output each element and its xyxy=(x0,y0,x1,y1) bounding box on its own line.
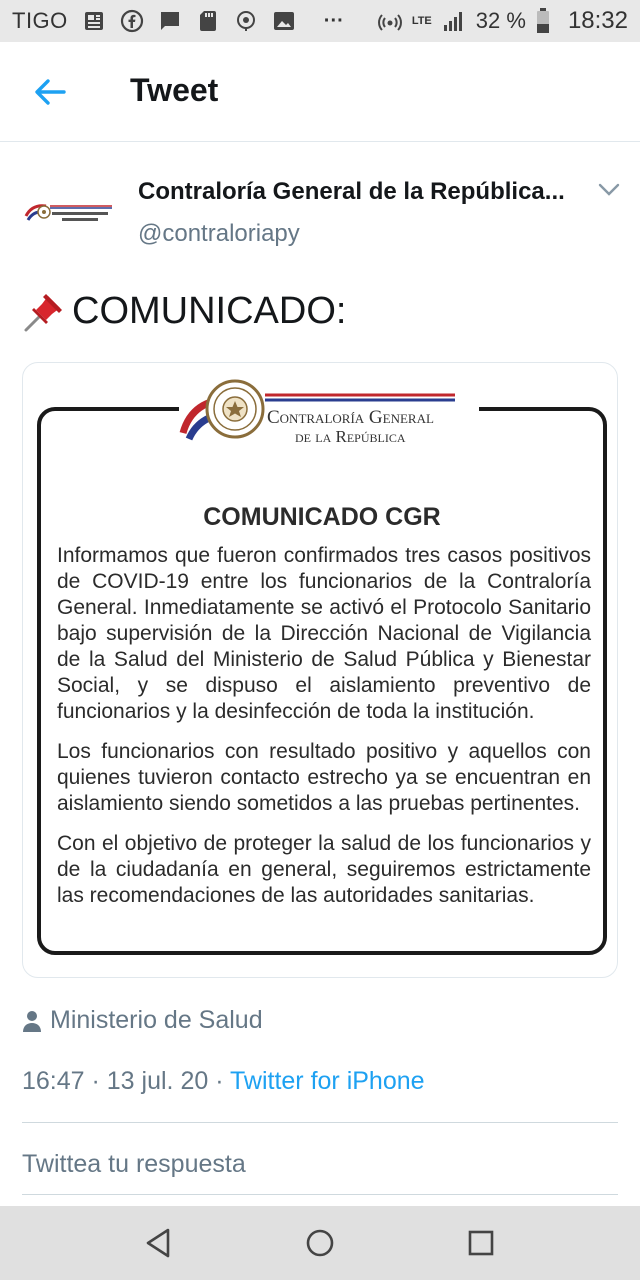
author-name[interactable]: Contraloría General de la República... xyxy=(138,178,565,205)
logo-text-line1: Contraloría General xyxy=(267,407,434,428)
image-icon xyxy=(272,9,296,33)
system-nav-bar xyxy=(0,1206,640,1280)
tweet-location[interactable] xyxy=(22,1006,263,1035)
clock: 18:32 xyxy=(567,7,628,34)
carrier-label: TIGO xyxy=(12,8,68,33)
battery-percent: 32 % xyxy=(475,8,526,33)
notice-paragraph: Con el objetivo de proteger la salud de los funcionarios y de la ciudadanía en general, seguiremos estrictamente las recomendaciones de las autoridades sanitarias. xyxy=(57,832,591,907)
tweet-timestamp: 16:47 · 13 jul. 20 · Twitter for iPhone xyxy=(22,1067,425,1095)
reply-input[interactable]: Twittea tu respuesta xyxy=(22,1150,246,1178)
tweet-text-content: COMUNICADO: xyxy=(72,289,347,332)
battery-icon xyxy=(536,8,550,34)
tweet-media-image[interactable] xyxy=(22,362,618,978)
network-type-label: LTE xyxy=(411,14,432,27)
tweet-source-link[interactable]: Twitter for iPhone xyxy=(230,1067,425,1095)
news-icon xyxy=(82,9,106,33)
pushpin-icon xyxy=(22,288,68,334)
cgr-logo xyxy=(179,373,469,453)
author-handle[interactable]: @contraloriapy xyxy=(138,220,300,247)
facebook-icon xyxy=(120,9,144,33)
chevron-down-icon[interactable] xyxy=(598,182,620,198)
tweet-author xyxy=(0,160,640,270)
tweet-text xyxy=(22,288,346,334)
home-circle-icon[interactable] xyxy=(303,1226,337,1260)
recents-square-icon[interactable] xyxy=(464,1226,498,1260)
tweet-date: 13 jul. 20 xyxy=(106,1067,209,1095)
tweet-time: 16:47 xyxy=(22,1067,85,1095)
message-icon xyxy=(158,9,182,33)
back-triangle-icon[interactable] xyxy=(142,1226,176,1260)
more-notifications-icon: ··· xyxy=(323,9,344,32)
notice-frame xyxy=(37,407,607,955)
avatar[interactable] xyxy=(22,194,118,234)
wifi-hotspot-icon xyxy=(378,9,402,33)
status-bar xyxy=(0,0,640,42)
notice-paragraph: Informamos que fueron confirmados tres casos positivos de COVID-19 entre los funcionarios de la Contraloría General. Inmediatamente se activó el Protocolo Sanitario bajo supervisión de la Dirección Nacional de Vigilancia de la Salud del Ministerio de Salud Pública y Bienestar Social, y se dispuso el aislamiento preventivo de funcionarios y la desinfección de toda la institución. xyxy=(57,544,591,723)
sd-card-icon xyxy=(196,9,220,33)
divider xyxy=(22,1122,618,1123)
logo-text-line2: de la República xyxy=(295,427,406,446)
page-title: Tweet xyxy=(130,72,219,108)
notice-title: COMUNICADO CGR xyxy=(203,503,441,531)
notice-paragraph: Los funcionarios con resultado positivo y aquellos con quienes tuvieron contacto estrecho ya se encuentran en aislamiento siendo sometidos a las pruebas pertinentes. xyxy=(57,740,591,815)
signal-icon xyxy=(442,9,466,33)
person-icon xyxy=(22,1010,42,1032)
location-label: Ministerio de Salud xyxy=(50,1006,263,1034)
divider xyxy=(22,1194,618,1195)
notice-body xyxy=(57,543,591,923)
app-header xyxy=(0,42,640,142)
back-arrow-icon[interactable] xyxy=(32,74,68,110)
hotspot-icon xyxy=(234,9,258,33)
